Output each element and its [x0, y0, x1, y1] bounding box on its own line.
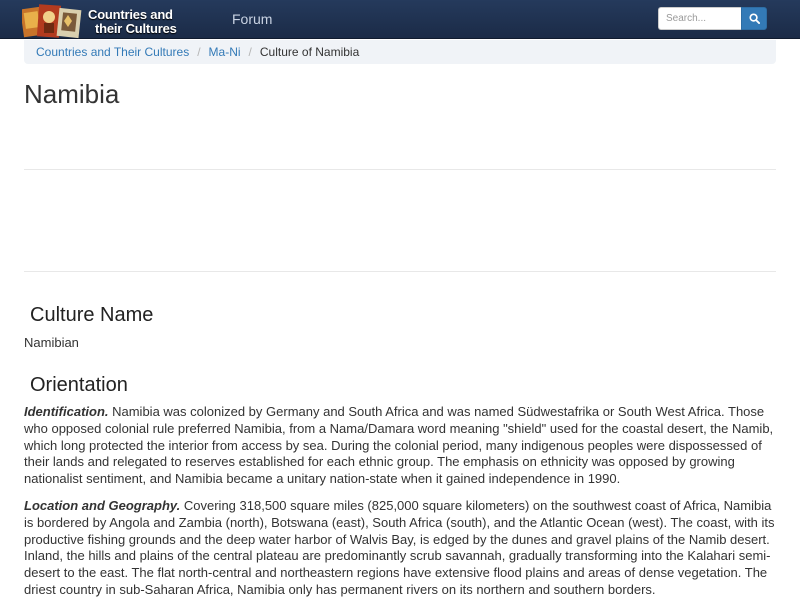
location-paragraph	[24, 498, 780, 599]
logo-text	[88, 8, 177, 36]
identification-paragraph	[24, 404, 780, 488]
page-title: Namibia	[24, 79, 120, 109]
ad-divider-bottom	[24, 271, 776, 272]
logo-text-line1: Countries and	[88, 7, 173, 22]
breadcrumb-link-ma-ni[interactable]: Ma-Ni	[208, 45, 241, 59]
culture-name-heading: Culture Name	[30, 304, 154, 326]
breadcrumb-separator: /	[248, 45, 252, 59]
location-label: Location and Geography.	[24, 498, 181, 513]
site-logo[interactable]	[22, 3, 222, 39]
identification-text: Namibia was colonized by Germany and South Africa and was named Südwestafrika or South West Africa. Those who opposed colonial rule preferred Namibia, from a Nama/Damara word meaning "shield" used for the coastal desert, the Namib, which long protected the interior from access by sea. During the colonial period, many indigenous peoples were dispossessed of their lands and relegated to reserves established for each ethnic group. The emphasis on ethnicity was opposed by growing nationalist sentiment, and Namibia became a unitary nation-state when it gained independence in 1990.	[24, 404, 774, 487]
culture-name-value: Namibian	[24, 335, 79, 350]
orientation-heading: Orientation	[30, 374, 128, 396]
ad-divider-top	[24, 169, 776, 170]
identification-label: Identification.	[24, 404, 109, 419]
nav-forum-link[interactable]: Forum	[232, 11, 273, 27]
search-button[interactable]	[741, 7, 767, 30]
breadcrumb-current: Culture of Namibia	[259, 45, 360, 59]
breadcrumb-separator: /	[197, 45, 201, 59]
location-text: Covering 318,500 square miles (825,000 square kilometers) on the southwest coast of Africa, Namibia is bordered by Angola and Zambia (north), Botswana (east), South Africa (south), and the Atlantic Ocean (west). The coast, with its productive fishing grounds and the deep water harbor of Walvis Bay, is edged by the dunes and gravel plains of the Namib desert. Inland, the hills and plains of the central plateau are predominantly scrub savannah, gradually transforming into the Kalahari semi-desert to the east. The flat north-central and northeastern regions have extensive flood plains and areas of dense vegetation. The driest country in sub-Saharan Africa, Namibia only has permanent rivers on its northern and southern borders.	[24, 498, 775, 597]
logo-artwork	[22, 3, 86, 39]
breadcrumb-link-countries[interactable]: Countries and Their Cultures	[36, 45, 190, 59]
search-input[interactable]	[658, 7, 741, 30]
logo-text-line2: their Cultures	[95, 21, 177, 36]
top-navbar	[0, 0, 800, 39]
breadcrumb	[24, 40, 776, 64]
search-icon	[749, 13, 760, 24]
